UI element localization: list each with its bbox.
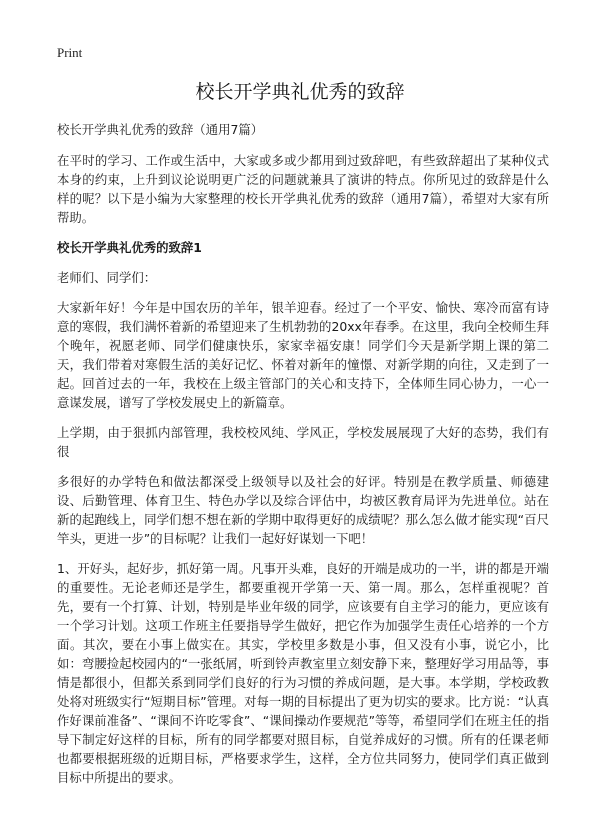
paragraph-2: 上学期，由于狠抓内部管理，我校校风纯、学风正，学校发展展现了大好的态势，我们有很 xyxy=(57,425,549,459)
paragraph-4: 1、开好头，起好步，抓好第一周。凡事开头难，良好的开端是成功的一半，讲的都是开端的重要性。无论老师还是学生，都要重视开学第一天、第一周。那么，怎样重视呢？首先，要有一个打算、计划，特别是毕业年级的同学，应该要有自主学习的能力，更应该有一个学习计划。这项工作班主任要指导学生做好，把它作为加强学生责任心培养的一个方面。其次，要在小事上做实在。其实，学校里多数是小事，但又没有小事，说它小，比如：弯腰捡起校园内的“一张纸屑，听到铃声教室里立刻安静下来，整理好学习用品等，事情是都很小，但都关系到同学们良好的行为习惯的养成问题，是大事。本学期，学校政教处将对班级实行“短期目标”管理。对每一期的目标提出了更为切实的要求。比方说：“认真作好课前准备”、“课间不许吃零食”、“课间操动作要规范”等等，希望同学们在班主任的指导下制定好这样的目标，所有的同学都要对照目标，自觉养成好的习惯。所有的任课老师也都要根据班级的近期目标，严格要求学生，这样，全方位共同努力，使同学们真正做到目标中所提出的要求。 xyxy=(57,561,549,785)
paragraph-1: 大家新年好！今年是中国农历的羊年，银羊迎春。经过了一个平安、愉快、寒冷而富有诗意的寒假，我们满怀着新的希望迎来了生机勃勃的20xx年春季。在这里，我向全校师生拜个晚年，祝愿老师、同学们健康快乐，家家幸福安康！同学们今天是新学期上课的第二天，我们带着对寒假生活的美好记忆、怀着对新年的憧憬、对新学期的向往，又走到了一起。回首过去的一年，我校在上级主管部门的关心和支持下，全体师生同心协力，一心一意谋发展，谱写了学校发展史上的新篇章。 xyxy=(57,300,549,410)
paragraph-3: 多很好的办学特色和做法都深受上级领导以及社会的好评。特别是在教学质量、师德建设、后勤管理、体育卫生、特色办学以及综合评估中，均被区教育局评为先进单位。站在新的起跑线上，同学们想不想在新的学期中取得更好的成绩呢？那么怎么做才能实现“百尺竿头，更进一步”的目标呢？让我们一起好好谋划一下吧！ xyxy=(57,474,549,546)
article-body xyxy=(57,120,549,798)
intro-paragraph: 在平时的学习、工作或生活中，大家或多或少都用到过致辞吧，有些致辞超出了某种仪式本身的约束，上升到议论说明更广泛的问题就兼具了演讲的特点。你所见过的致辞是什么样的呢？以下是小编为大家整理的校长开学典礼优秀的致辞（通用7篇），希望对大家有所帮助。 xyxy=(57,153,549,225)
page-title: 校长开学典礼优秀的致辞 xyxy=(195,81,405,103)
greeting: 老师们、同学们： xyxy=(57,270,157,285)
section-heading-1: 校长开学典礼优秀的致辞1 xyxy=(57,240,202,255)
article-subtitle: 校长开学典礼优秀的致辞（通用7篇） xyxy=(57,122,264,137)
print-link[interactable]: Print xyxy=(57,45,83,60)
